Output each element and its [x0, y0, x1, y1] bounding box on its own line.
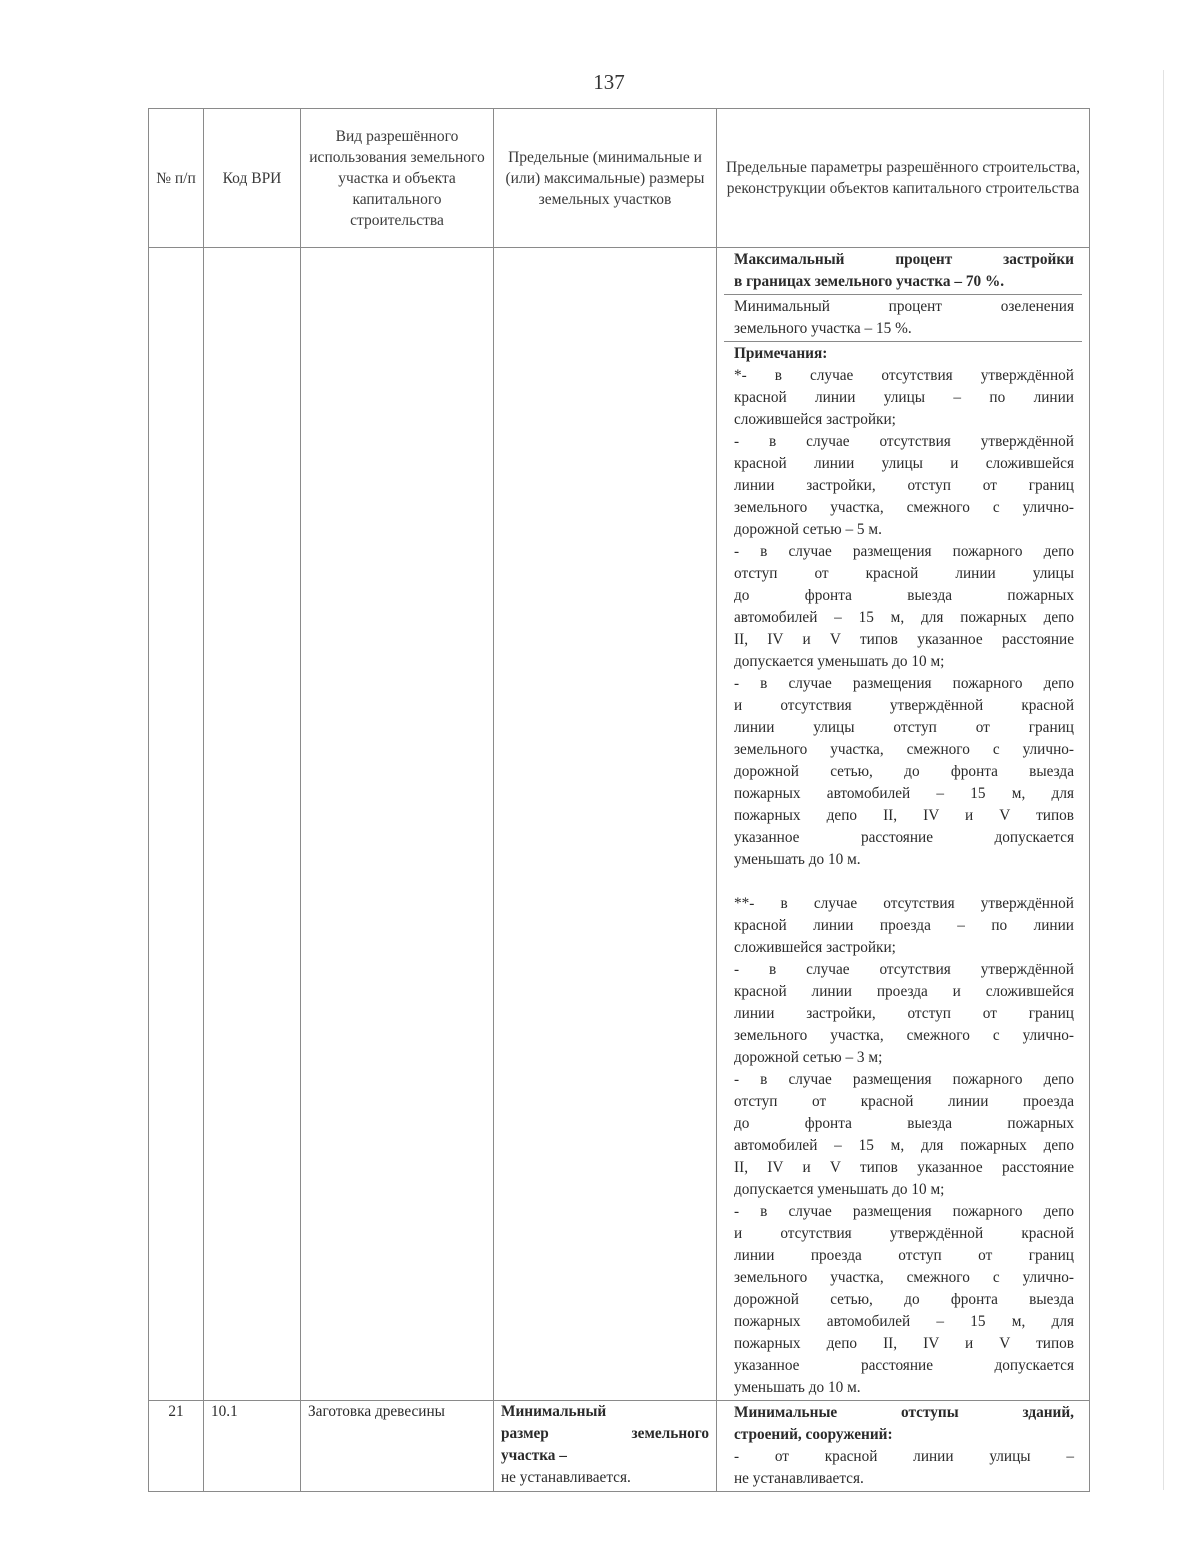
- note-line: указанное расстояние допускается: [734, 829, 1074, 846]
- cell-code: [204, 248, 301, 1401]
- row-plot-size: Минимальный размер земельного участка – не устанавливается.: [494, 1401, 717, 1492]
- notes-block: [724, 341, 1082, 1400]
- note-line: II, IV и V типов указанное расстояние: [734, 631, 1074, 648]
- note-line: линии улицы отступ от границ: [734, 719, 1074, 736]
- note-line: земельного участка, смежного с улично-: [734, 741, 1074, 758]
- table-row: [149, 1401, 1090, 1492]
- notes-single-star: [734, 365, 1074, 871]
- note-line: дорожной сетью, до фронта выезда: [734, 1291, 1074, 1308]
- note-line: автомобилей – 15 м, для пожарных депо: [734, 1137, 1074, 1154]
- note-line: - в случае размещения пожарного депо: [734, 675, 1074, 692]
- notes-title: Примечания:: [734, 345, 828, 362]
- scan-margin-line: [1163, 70, 1164, 1490]
- note-line: уменьшать до 10 м.: [734, 1379, 861, 1396]
- note-line: отступ от красной линии проезда: [734, 1093, 1074, 1110]
- note-line: - в случае размещения пожарного депо: [734, 543, 1074, 560]
- page-number: 137: [593, 70, 625, 94]
- note-line: до фронта выезда пожарных: [734, 587, 1074, 604]
- note-line: допускается уменьшать до 10 м;: [734, 1181, 945, 1198]
- note-line: уменьшать до 10 м.: [734, 851, 861, 868]
- note-line: линии проезда отступ от границ: [734, 1247, 1074, 1264]
- table-header-row: [149, 109, 1090, 248]
- note-line: дорожной сетью – 5 м.: [734, 521, 882, 538]
- note-line: земельного участка, смежного с улично-: [734, 499, 1074, 516]
- note-line: земельного участка, смежного с улично-: [734, 1269, 1074, 1286]
- header-construction-params: Предельные параметры разрешённого строительства, реконструкции объектов капитального строительства: [717, 109, 1090, 248]
- header-code: Код ВРИ: [204, 109, 301, 248]
- note-line: II, IV и V типов указанное расстояние: [734, 1159, 1074, 1176]
- note-line: пожарных депо II, IV и V типов: [734, 1335, 1074, 1352]
- row-code: 10.1: [204, 1401, 301, 1492]
- row-params: Минимальные отступы зданий, строений, сооружений: - от красной линии улицы – не устанавливается.: [717, 1401, 1090, 1492]
- note-line: линии застройки, отступ от границ: [734, 477, 1074, 494]
- note-line: пожарных автомобилей – 15 м, для: [734, 785, 1074, 802]
- note-line: сложившейся застройки;: [734, 939, 896, 956]
- note-line: указанное расстояние допускается: [734, 1357, 1074, 1374]
- note-line: до фронта выезда пожарных: [734, 1115, 1074, 1132]
- row-use: Заготовка древесины: [301, 1401, 494, 1492]
- row-number: 21: [149, 1401, 204, 1492]
- cell-number: [149, 248, 204, 1401]
- note-line: красной линии проезда – по линии: [734, 917, 1074, 934]
- cell-params: [717, 248, 1090, 1401]
- note-line: красной линии проезда и сложившейся: [734, 983, 1074, 1000]
- note-line: земельного участка, смежного с улично-: [734, 1027, 1074, 1044]
- note-line: дорожной сетью, до фронта выезда: [734, 763, 1074, 780]
- note-line: - в случае размещения пожарного депо: [734, 1071, 1074, 1088]
- note-line: линии застройки, отступ от границ: [734, 1005, 1074, 1022]
- note-line: сложившейся застройки;: [734, 411, 896, 428]
- note-line: отступ от красной линии улицы: [734, 565, 1074, 582]
- note-line: дорожной сетью – 3 м;: [734, 1049, 883, 1066]
- note-line: пожарных автомобилей – 15 м, для: [734, 1313, 1074, 1330]
- note-line: и отсутствия утверждённой красной: [734, 1225, 1074, 1242]
- header-plot-size: Предельные (минимальные и (или) максимальные) размеры земельных участков: [494, 109, 717, 248]
- min-greening-percent: Минимальный процент озеленения земельного участка – 15 %.: [724, 294, 1082, 341]
- header-use-type: Вид разрешённого использования земельного участка и объекта капитального строительства: [301, 109, 494, 248]
- cell-use: [301, 248, 494, 1401]
- note-line: красной линии улицы – по линии: [734, 389, 1074, 406]
- regulations-table: [148, 108, 1090, 1492]
- note-line: пожарных депо II, IV и V типов: [734, 807, 1074, 824]
- note-line: *- в случае отсутствия утверждённой: [734, 367, 1074, 384]
- note-line: красной линии улицы и сложившейся: [734, 455, 1074, 472]
- note-line: и отсутствия утверждённой красной: [734, 697, 1074, 714]
- note-line: - в случае отсутствия утверждённой: [734, 433, 1074, 450]
- note-line: допускается уменьшать до 10 м;: [734, 653, 945, 670]
- max-building-percent: Максимальный процент застройки в границах земельного участка – 70 %.: [734, 251, 1074, 290]
- cell-size: [494, 248, 717, 1401]
- notes-double-star: [734, 893, 1074, 1399]
- table-row: [149, 248, 1090, 1401]
- note-line: - в случае отсутствия утверждённой: [734, 961, 1074, 978]
- note-line: автомобилей – 15 м, для пожарных депо: [734, 609, 1074, 626]
- header-number: № п/п: [149, 109, 204, 248]
- note-line: **- в случае отсутствия утверждённой: [734, 895, 1074, 912]
- note-line: - в случае размещения пожарного депо: [734, 1203, 1074, 1220]
